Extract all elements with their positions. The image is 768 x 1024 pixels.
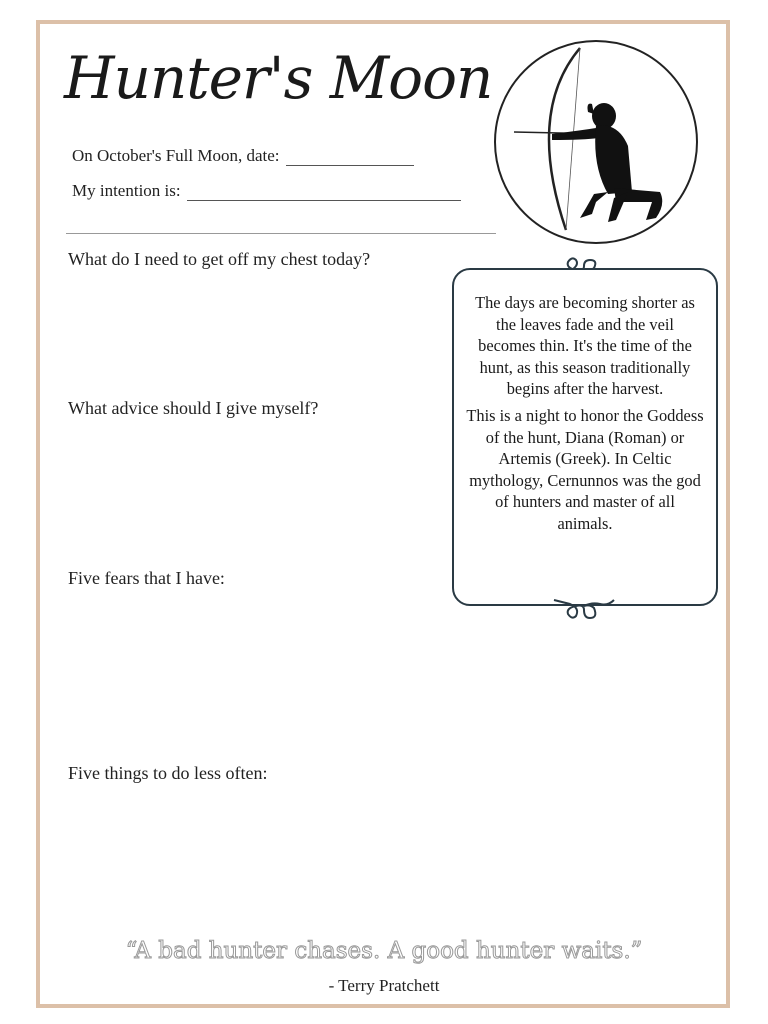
prompt-less-often: Five things to do less often:: [68, 763, 268, 783]
quote-text: “A bad hunter chases. A good hunter waits.”: [125, 938, 643, 964]
intention-line[interactable]: [187, 184, 461, 201]
flourish-icon: [550, 594, 618, 624]
prompt-fears: Five fears that I have:: [68, 568, 225, 588]
quote-author: - Terry Pratchett: [328, 976, 440, 995]
intention-field: [72, 181, 461, 201]
intention-label: My intention is:: [72, 181, 181, 200]
divider: [66, 233, 496, 234]
date-field: [72, 146, 414, 166]
archer-silhouette-icon: [496, 42, 696, 242]
prompt-chest: What do I need to get off my chest today?: [68, 249, 371, 269]
date-line[interactable]: [286, 149, 414, 166]
page-title: Hunter's Moon: [64, 44, 493, 112]
info-paragraph-2: This is a night to honor the Goddess of the hunt, Diana (Roman) or Artemis (Greek). In Celtic mythology, Cernunnos was the god of hunters and master of all animals.: [466, 405, 704, 533]
date-label: On October's Full Moon, date:: [72, 146, 280, 165]
prompt-advice: What advice should I give myself?: [68, 398, 319, 418]
info-box: [452, 268, 718, 606]
moon-circle: [494, 40, 698, 244]
info-paragraph-1: The days are becoming shorter as the leaves fade and the veil becomes thin. It's the time of the hunt, as this season traditionally begins after the harvest.: [475, 293, 695, 399]
